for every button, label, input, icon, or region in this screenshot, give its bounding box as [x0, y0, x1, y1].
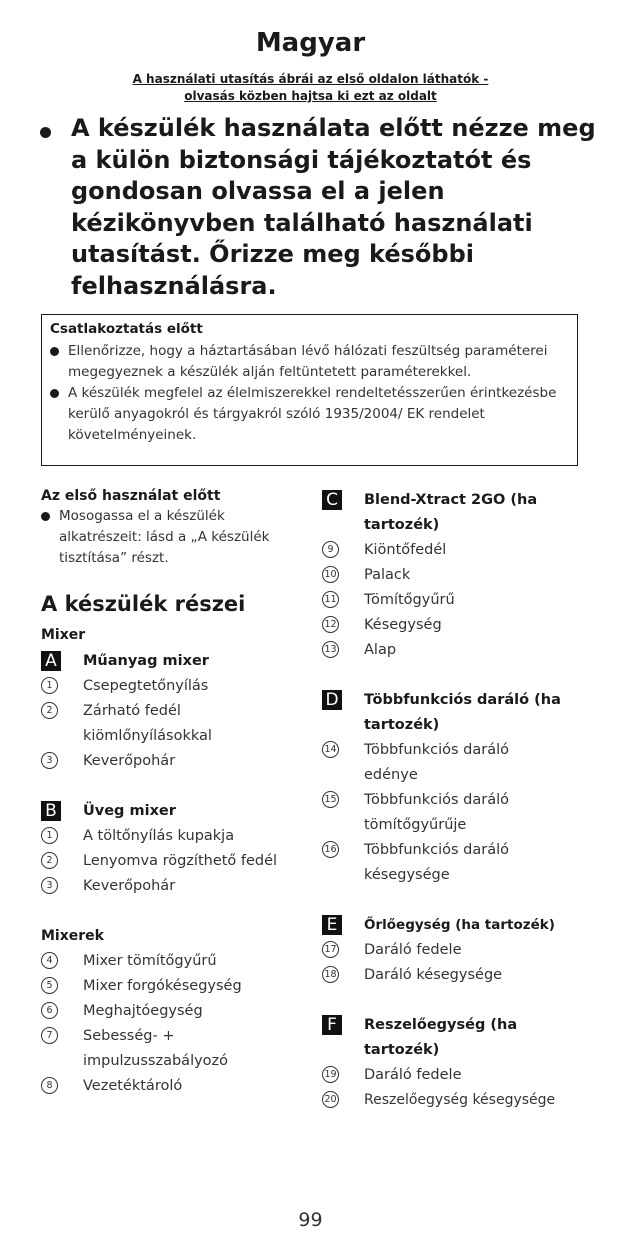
connection-box — [41, 314, 578, 466]
part-text: Többfunkciós daráló edénye — [364, 742, 509, 783]
part-text: Csepegtetőnyílás — [83, 678, 209, 694]
part-item — [41, 874, 306, 899]
number-badge: 15 — [322, 791, 339, 808]
part-item — [322, 588, 592, 613]
part-item — [322, 1063, 592, 1088]
number-badge: 1 — [41, 677, 58, 694]
part-item — [41, 1074, 306, 1099]
intro-text: A készülék használata előtt nézze meg a külön biztonsági tájékoztatót és gondosan olvassa el a jelen kézikönyvben található használati utasítást. Őrizze meg későbbi felhasználásra. — [71, 114, 596, 300]
number-badge: 6 — [41, 1002, 58, 1019]
intro-block — [40, 113, 600, 302]
part-text: Vezetéktároló — [83, 1078, 183, 1094]
part-item — [322, 838, 564, 888]
first-use-heading: Az első használat előtt — [41, 488, 221, 504]
part-item — [322, 638, 592, 663]
parts-column-left — [41, 590, 306, 1099]
part-text: Daráló késegysége — [364, 967, 503, 983]
part-item — [41, 749, 306, 774]
page-number: 99 — [298, 1209, 323, 1231]
number-badge: 16 — [322, 841, 339, 858]
subtitle — [0, 71, 621, 105]
number-badge: 4 — [41, 952, 58, 969]
number-badge: 1 — [41, 827, 58, 844]
part-text: Alap — [364, 642, 397, 658]
number-badge: 19 — [322, 1066, 339, 1083]
section-E — [322, 913, 592, 988]
number-badge: 10 — [322, 566, 339, 583]
bullet-icon — [41, 512, 50, 521]
box-heading: Csatlakoztatás előtt — [50, 321, 203, 337]
part-item — [322, 788, 564, 838]
bullet-icon — [50, 389, 59, 398]
section-title: Reszelőegység (ha tartozék) — [364, 1017, 518, 1058]
part-text: Többfunkciós daráló tömítőgyűrűje — [364, 792, 509, 833]
part-item — [41, 999, 306, 1024]
part-text: Többfunkciós daráló késegysége — [364, 842, 509, 883]
part-item — [322, 963, 592, 988]
number-badge: 11 — [322, 591, 339, 608]
number-badge: 14 — [322, 741, 339, 758]
part-item — [322, 613, 592, 638]
letter-badge: D — [322, 690, 342, 710]
letter-badge: B — [41, 801, 61, 821]
number-badge: 9 — [322, 541, 339, 558]
section-title: Műanyag mixer — [83, 653, 209, 669]
part-text: Zárható fedél kiömlőnyílásokkal — [83, 703, 212, 744]
part-item — [41, 824, 306, 849]
first-use-text: Mosogassa el a készülék alkatrészeit: lásd a „A készülék tisztítása” részt. — [59, 508, 270, 566]
section-header — [41, 799, 306, 824]
part-text: Keverőpohár — [83, 753, 176, 769]
subtitle-line-2: olvasás közben hajtsa ki ezt az oldalt — [184, 89, 437, 103]
part-item — [41, 849, 306, 874]
section-header — [322, 488, 564, 538]
number-badge: 7 — [41, 1027, 58, 1044]
parts-heading: A készülék részei — [41, 592, 246, 616]
letter-badge: C — [322, 490, 342, 510]
part-item — [41, 1024, 263, 1074]
part-item — [41, 699, 233, 749]
number-badge: 2 — [41, 702, 58, 719]
parts-column-right — [322, 488, 592, 1113]
letter-badge: A — [41, 651, 61, 671]
number-badge: 5 — [41, 977, 58, 994]
box-item-text: A készülék megfelel az élelmiszerekkel rendeltetésszerűen érintkezésbe kerülő anyagokról és tárgyakról szóló 1935/2004/ EK rendelet követelményeinek. — [68, 385, 557, 443]
section-title: Blend-Xtract 2GO (ha tartozék) — [364, 492, 538, 533]
box-item — [50, 383, 569, 446]
letter-badge: F — [322, 1015, 342, 1035]
mixers-list — [41, 949, 306, 1099]
section-header — [322, 1013, 564, 1063]
part-text: Reszelőegység késegysége — [364, 1092, 556, 1108]
part-text: Keverőpohár — [83, 878, 176, 894]
part-text: Daráló fedele — [364, 942, 462, 958]
part-item — [41, 974, 306, 999]
part-item — [322, 938, 592, 963]
section-B — [41, 799, 306, 899]
part-item — [322, 1088, 592, 1113]
mixer-label: Mixer — [41, 627, 86, 643]
part-text: Mixer tömítőgyűrű — [83, 953, 217, 969]
page-title: Magyar — [255, 28, 366, 58]
left-column — [41, 486, 306, 569]
section-F — [322, 1013, 592, 1113]
box-item — [50, 341, 569, 383]
mixers-label: Mixerek — [41, 928, 104, 944]
part-text: Palack — [364, 567, 411, 583]
part-item — [41, 674, 306, 699]
part-item — [41, 949, 306, 974]
part-text: Mixer forgókésegység — [83, 978, 242, 994]
part-text: Sebesség- + impulzusszabályozó — [83, 1028, 229, 1069]
bullet-icon — [50, 347, 59, 356]
section-title: Őrlőegység (ha tartozék) — [364, 917, 555, 933]
section-title: Üveg mixer — [83, 803, 176, 819]
part-text: A töltőnyílás kupakja — [83, 828, 235, 844]
section-header — [322, 688, 584, 738]
section-title: Többfunkciós daráló (ha tartozék) — [364, 692, 561, 733]
part-item — [322, 538, 592, 563]
section-header — [41, 649, 306, 674]
part-item — [322, 563, 592, 588]
section-A — [41, 649, 306, 774]
part-item — [322, 738, 564, 788]
part-text: Lenyomva rögzíthető fedél — [83, 853, 278, 869]
box-item-text: Ellenőrizze, hogy a háztartásában lévő hálózati feszültség paraméterei megegyeznek a készülék alján feltüntetett paraméterekkel. — [68, 343, 548, 380]
number-badge: 20 — [322, 1091, 339, 1108]
section-D — [322, 688, 592, 888]
part-text: Késegység — [364, 617, 442, 633]
part-text: Daráló fedele — [364, 1067, 462, 1083]
number-badge: 3 — [41, 752, 58, 769]
number-badge: 17 — [322, 941, 339, 958]
number-badge: 3 — [41, 877, 58, 894]
letter-badge: E — [322, 915, 342, 935]
part-text: Tömítőgyűrű — [364, 592, 455, 608]
number-badge: 12 — [322, 616, 339, 633]
section-C — [322, 488, 592, 663]
part-text: Kiöntőfedél — [364, 542, 447, 558]
number-badge: 18 — [322, 966, 339, 983]
first-use-item — [41, 506, 309, 569]
number-badge: 8 — [41, 1077, 58, 1094]
subtitle-line-1: A használati utasítás ábrái az első oldalon láthatók - — [132, 72, 489, 86]
bullet-icon — [40, 127, 51, 138]
section-header — [322, 913, 592, 938]
part-text: Meghajtóegység — [83, 1003, 203, 1019]
number-badge: 2 — [41, 852, 58, 869]
number-badge: 13 — [322, 641, 339, 658]
